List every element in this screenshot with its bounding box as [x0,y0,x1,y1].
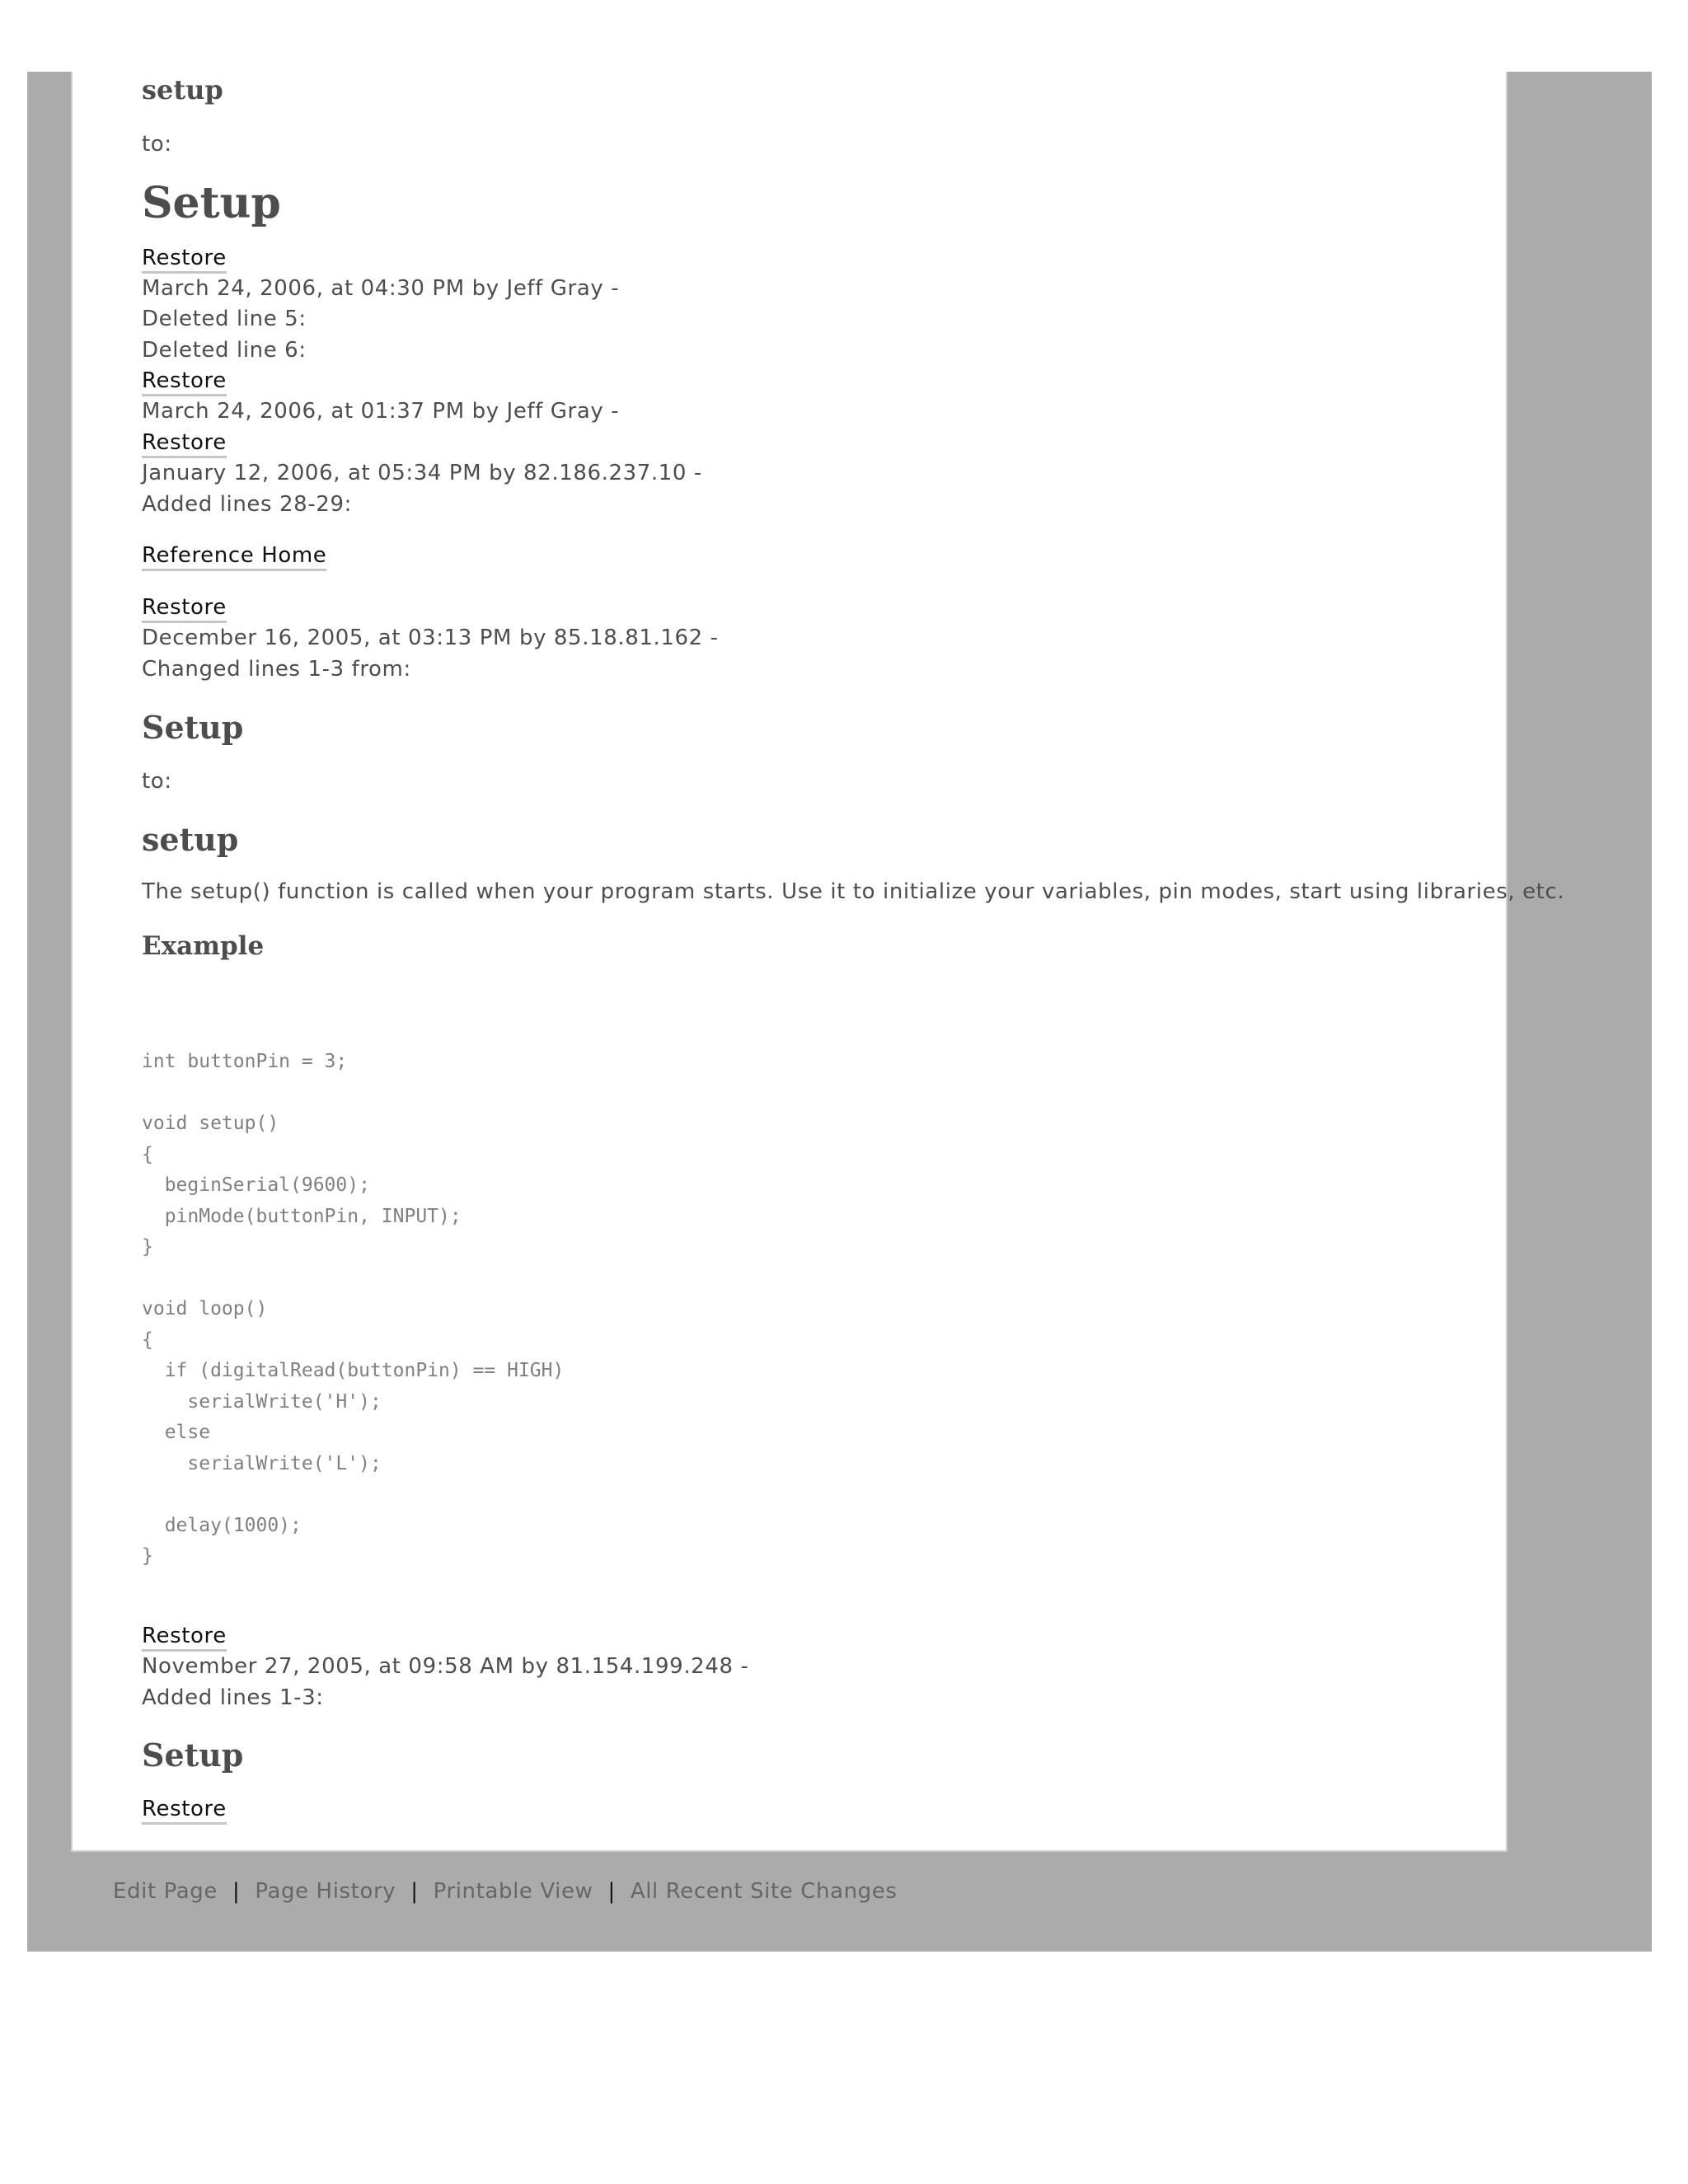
heading-setup: Setup [142,709,244,746]
restore-link[interactable]: Restore [142,246,227,274]
footer-separator: | [232,1879,241,1904]
heading-setup-lowercase: setup [142,821,239,858]
diff-to-label: to: [142,769,172,794]
reference-home-link[interactable]: Reference Home [142,543,326,571]
edit-page-link[interactable]: Edit Page [113,1879,218,1904]
restore-link[interactable]: Restore [142,1624,227,1652]
page-history-link[interactable]: Page History [255,1879,396,1904]
revision-meta: December 16, 2005, at 03:13 PM by 85.18.81.162 - [142,626,719,650]
heading-setup-lowercase: setup [142,74,223,105]
heading-example: Example [142,931,265,961]
revision-meta: March 24, 2006, at 01:37 PM by Jeff Gray - [142,399,620,424]
diff-to-label: to: [142,132,172,157]
restore-link[interactable]: Restore [142,595,227,623]
code-example: int buttonPin = 3; void setup() { beginSerial(9600); pinMode(buttonPin, INPUT); } void loop() { if (digitalRead(buttonPin) == HIGH) serialWrite('H'); else serialWrite('L'); delay(1000); } [142,1051,565,1567]
footer-separator: | [607,1879,616,1904]
diff-change-label: Deleted line 5: [142,307,307,331]
page-frame [27,72,1652,1952]
revision-meta: March 24, 2006, at 04:30 PM by Jeff Gray - [142,276,620,301]
revision-meta: November 27, 2005, at 09:58 AM by 81.154.199.248 - [142,1654,749,1679]
restore-link[interactable]: Restore [142,430,227,458]
recent-changes-link[interactable]: All Recent Site Changes [630,1879,898,1904]
diff-change-label: Changed lines 1-3 from: [142,657,411,682]
heading-setup: Setup [142,1736,244,1774]
printable-view-link[interactable]: Printable View [433,1879,593,1904]
revision-meta: January 12, 2006, at 05:34 PM by 82.186.237.10 - [142,461,702,485]
restore-link[interactable]: Restore [142,368,227,396]
footer-nav [113,1879,898,1904]
diff-change-label: Added lines 1-3: [142,1685,324,1710]
diff-change-label: Added lines 28-29: [142,492,352,517]
content-area [71,72,1565,1852]
footer-separator: | [410,1879,419,1904]
heading-setup-large: Setup [142,178,281,228]
restore-link[interactable]: Restore [142,1797,227,1825]
diff-change-label: Deleted line 6: [142,338,307,363]
function-description: The setup() function is called when your program starts. Use it to initialize your variables, pin modes, start using libraries, etc. [142,879,1565,904]
